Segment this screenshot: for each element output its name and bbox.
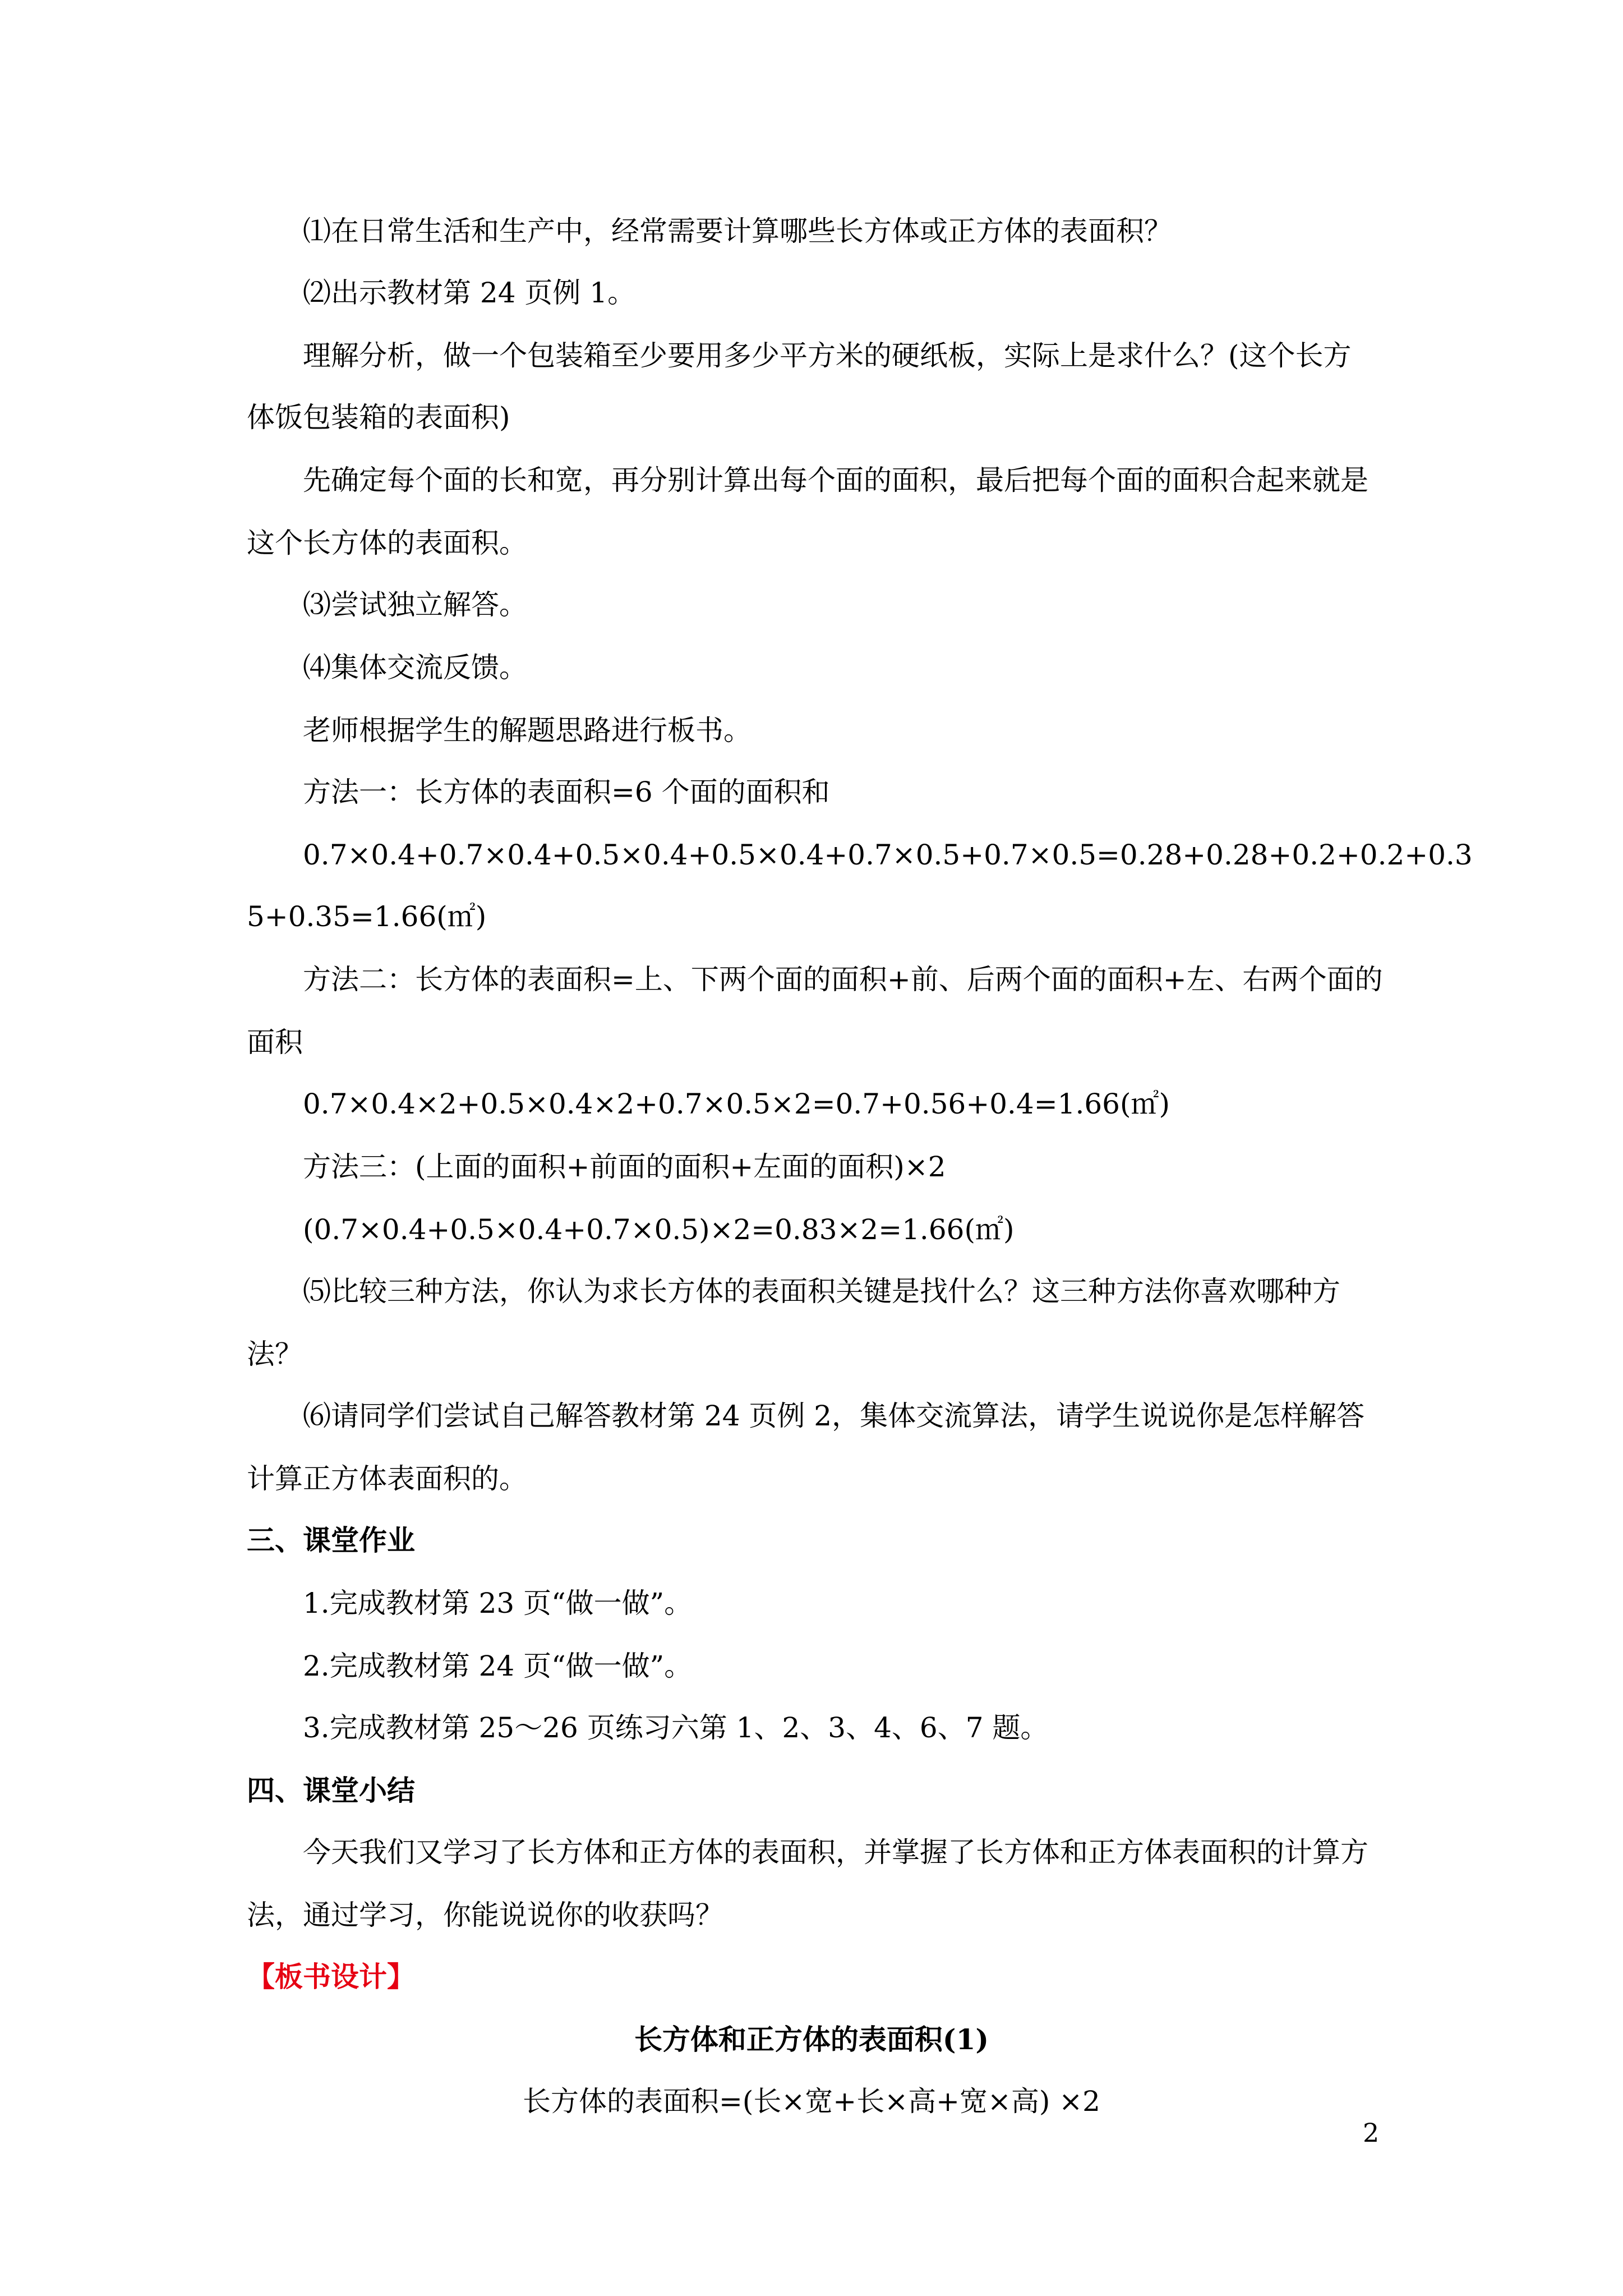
paragraph-line: 体饭包装箱的表面积) xyxy=(247,401,510,434)
method-three-equation: (0.7×0.4+0.5×0.4+0.7×0.5)×2=0.83×2=1.66(㎡) xyxy=(303,1213,1015,1246)
paragraph-line: 今天我们又学习了长方体和正方体的表面积，并掌握了长方体和正方体表面积的计算方 xyxy=(303,1836,1368,1869)
list-item: 2.完成教材第 24 页“做一做”。 xyxy=(303,1650,693,1682)
board-design-label: 【板书设计】 xyxy=(247,1960,415,1993)
paragraph-line: 这个长方体的表面积。 xyxy=(247,527,527,559)
method-one-equation: 0.7×0.4+0.7×0.4+0.5×0.4+0.5×0.4+0.7×0.5+0.7×0.5=0.28+0.28+0.2+0.2+0.3 xyxy=(303,839,1473,871)
paragraph-line: 计算正方体表面积的。 xyxy=(247,1462,527,1495)
paragraph-line: 理解分析，做一个包装箱至少要用多少平方米的硬纸板，实际上是求什么？(这个长方 xyxy=(303,339,1352,372)
list-item: 1.完成教材第 23 页“做一做”。 xyxy=(303,1587,693,1619)
paragraph-line: 老师根据学生的解题思路进行板书。 xyxy=(303,714,751,747)
list-item: 3.完成教材第 25～26 页练习六第 1、2、3、4、6、7 题。 xyxy=(303,1711,1049,1744)
board-title: 长方体和正方体的表面积(1) xyxy=(634,2023,989,2056)
board-formula: 长方体的表面积=(长×宽+长×高+宽×高) ×2 xyxy=(523,2085,1100,2118)
paragraph-line: 法，通过学习，你能说说你的收获吗？ xyxy=(247,1899,723,1931)
method-two-label: 方法二：长方体的表面积=上、下两个面的面积+前、后两个面的面积+左、右两个面的 xyxy=(303,963,1383,996)
page-number: 2 xyxy=(1363,2118,1380,2148)
paragraph-line: ⑹请同学们尝试自己解答教材第 24 页例 2，集体交流算法，请学生说说你是怎样解答 xyxy=(303,1400,1365,1432)
paragraph-line: 面积 xyxy=(247,1026,303,1059)
method-one-result: 5+0.35=1.66(㎡) xyxy=(247,900,487,933)
method-one-label: 方法一：长方体的表面积=6 个面的面积和 xyxy=(303,776,830,808)
paragraph-line: ⑶尝试独立解答。 xyxy=(303,588,527,621)
paragraph-line: 先确定每个面的长和宽，再分别计算出每个面的面积，最后把每个面的面积合起来就是 xyxy=(303,464,1368,496)
method-three-label: 方法三：(上面的面积+前面的面积+左面的面积)×2 xyxy=(303,1151,946,1183)
section-heading-classwork: 三、课堂作业 xyxy=(247,1524,415,1557)
paragraph-line: ⑵出示教材第 24 页例 1。 xyxy=(303,277,636,309)
section-heading-summary: 四、课堂小结 xyxy=(247,1774,415,1807)
method-two-equation: 0.7×0.4×2+0.5×0.4×2+0.7×0.5×2=0.7+0.56+0.4=1.66(㎡) xyxy=(303,1088,1170,1120)
paragraph-line: ⑴在日常生活和生产中，经常需要计算哪些长方体或正方体的表面积？ xyxy=(303,215,1172,247)
paragraph-line: 法？ xyxy=(247,1338,303,1370)
paragraph-line: ⑸比较三种方法，你认为求长方体的表面积关键是找什么？这三种方法你喜欢哪种方 xyxy=(303,1275,1340,1308)
paragraph-line: ⑷集体交流反馈。 xyxy=(303,651,527,684)
